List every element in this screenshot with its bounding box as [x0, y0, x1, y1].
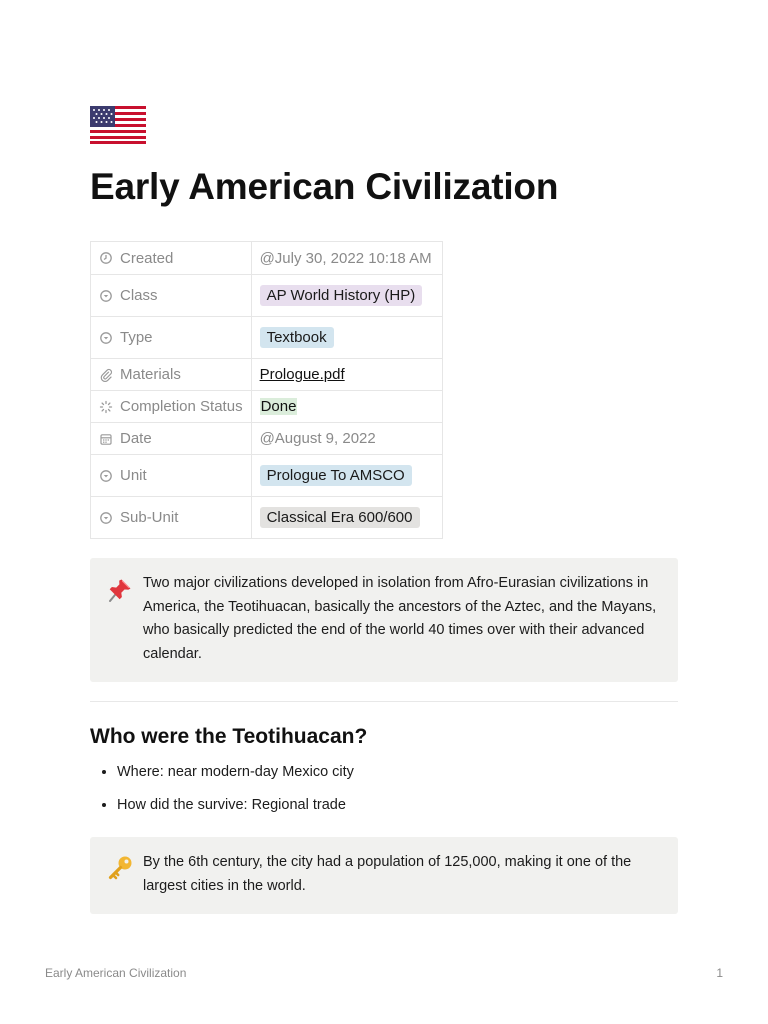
property-row-class [91, 275, 443, 317]
callout-text: By the 6th century, the city had a population of 125,000, making it one of the largest cities in the world. [143, 854, 632, 894]
property-row-unit [91, 455, 443, 497]
property-label: Unit [120, 467, 147, 484]
date-value: @August 9, 2022 [259, 430, 376, 447]
property-label: Type [120, 329, 153, 346]
clock-icon [99, 251, 113, 265]
us-flag-icon [90, 104, 146, 146]
created-value: @July 30, 2022 10:18 AM [259, 249, 432, 267]
property-label: Completion Status [120, 398, 243, 415]
footer-page-number: 1 [716, 966, 723, 980]
property-row-completion-status [91, 391, 443, 423]
select-icon [99, 511, 113, 525]
property-label: Created [120, 249, 174, 267]
property-row-type [91, 317, 443, 359]
divider [90, 701, 678, 702]
completion-status-value: Done [260, 398, 297, 415]
property-label: Date [120, 430, 152, 447]
footer-title: Early American Civilization [45, 966, 187, 980]
properties-table [90, 241, 443, 539]
select-icon [99, 331, 113, 345]
class-tag[interactable]: AP World History (HP) [260, 285, 423, 306]
property-row-materials [91, 359, 443, 391]
fact-callout [90, 837, 678, 914]
materials-link[interactable]: Prologue.pdf [259, 366, 345, 383]
property-label: Class [120, 287, 158, 304]
key-icon [106, 854, 134, 882]
status-icon [99, 400, 113, 414]
page-title: Early American Civilization [90, 166, 559, 207]
select-icon [99, 289, 113, 303]
calendar-icon [99, 432, 113, 446]
property-row-sub-unit [91, 497, 443, 539]
pushpin-icon [106, 576, 134, 604]
unit-tag[interactable]: Prologue To AMSCO [260, 465, 412, 486]
property-label: Sub-Unit [120, 509, 179, 526]
callout-text: Two major civilizations developed in isolation from Afro-Eurasian civilizations in America, the Teotihuacan, basically the ancestors of the Aztec, and the Mayans, who basically predicted the end of the world 40 times over with their advanced calendar. [143, 575, 657, 662]
type-tag[interactable]: Textbook [260, 327, 334, 348]
property-label: Materials [120, 366, 181, 383]
list-item: • How did the survive: Regional trade [117, 793, 354, 817]
paperclip-icon [99, 368, 113, 382]
select-icon [99, 469, 113, 483]
sub-unit-tag[interactable]: Classical Era 600/600 [260, 507, 420, 528]
summary-callout [90, 558, 678, 682]
list-item: • Where: near modern-day Mexico city [117, 760, 354, 784]
section-heading: Who were the Teotihuacan? [90, 725, 368, 748]
property-row-date [91, 423, 443, 455]
bullet-list [90, 760, 354, 826]
property-row-created [91, 242, 443, 275]
